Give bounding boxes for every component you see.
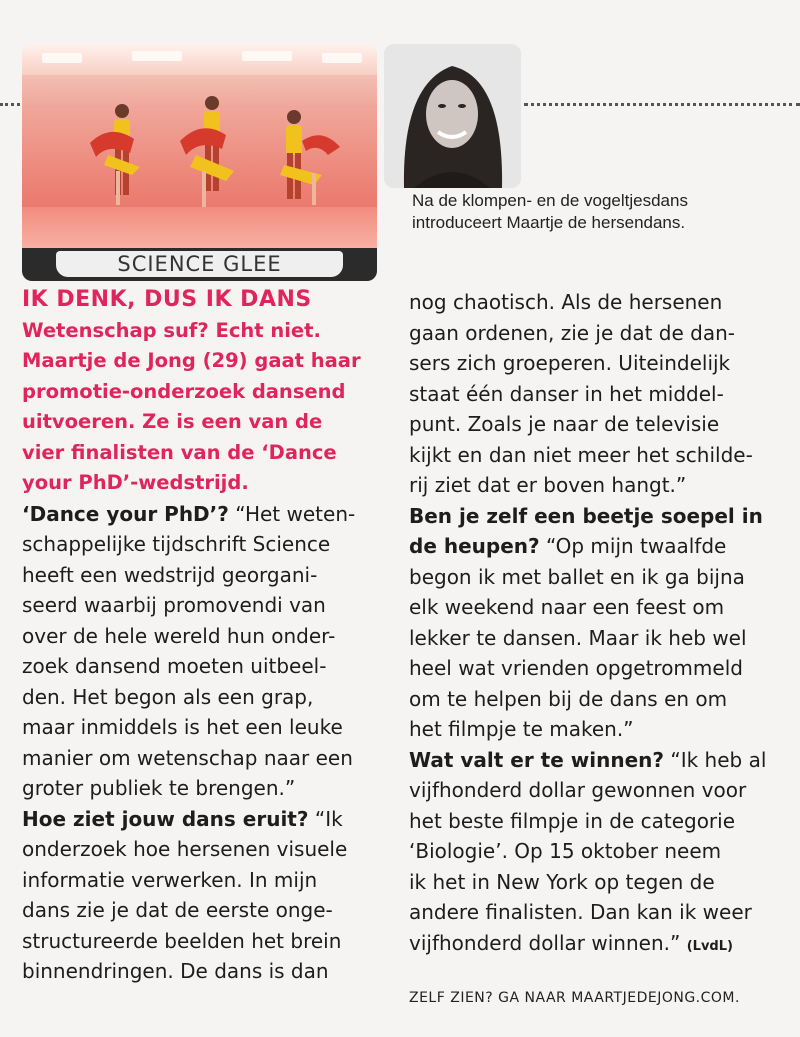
caption-line: introduceert Maartje de hersendans.	[412, 213, 686, 232]
article-column-left	[22, 285, 394, 987]
answer-start: “Ik	[308, 806, 343, 831]
body-line: over de hele wereld hun onder-	[22, 623, 336, 648]
intro-line: uitvoeren. Ze is een van de	[22, 410, 323, 433]
body-line: het beste filmpje in de categorie	[409, 808, 736, 833]
dotted-rule-left	[0, 103, 20, 106]
body-line: den. Het begon als een grap,	[22, 684, 314, 709]
body-line: heel wat vrienden opgetrommeld	[409, 656, 743, 680]
body-line: vijfhonderd dollar gewonnen voor	[409, 778, 747, 802]
portrait-photo	[384, 44, 521, 188]
question-line	[409, 531, 781, 562]
photo-caption	[412, 190, 772, 234]
body-line	[409, 928, 781, 963]
headline: IK DENK, DUS IK DANS	[22, 287, 312, 312]
body-line: ik het in New York op tegen de	[409, 869, 715, 894]
body-line: gaan ordenen, zie je dat de dan-	[409, 320, 736, 345]
body-line: structureerde beelden het brein	[22, 928, 342, 953]
article-column-right	[409, 287, 781, 962]
dotted-rule-right	[524, 103, 800, 106]
body-line: binnendringen. De dans is dan	[22, 959, 329, 983]
intro-line: Wetenschap suf? Echt niet.	[22, 318, 321, 342]
closing-text: vijfhonderd dollar winnen.”	[409, 930, 681, 955]
body-line: staat één danser in het middel-	[409, 381, 724, 406]
question-line	[409, 745, 781, 776]
body-line: het filmpje te maken.”	[409, 717, 634, 741]
dance-photo	[22, 43, 377, 255]
question-line	[22, 499, 394, 530]
body-line: andere finalisten. Dan kan ik weer	[409, 900, 752, 924]
answer-start: “Op mijn twaalfde	[539, 534, 727, 558]
caption-line: Na de klompen- en de vogeltjesdans	[412, 191, 688, 210]
question: ‘Dance your PhD’?	[22, 501, 229, 526]
author-tag: (LvdL)	[686, 938, 733, 954]
body-line: om te helpen bij de dans en om	[409, 686, 728, 711]
body-line: maar inmiddels is het een leuke	[22, 715, 343, 739]
body-line: lekker te dansen. Maar ik heb wel	[409, 625, 747, 650]
body-line: groter publiek te brengen.”	[22, 776, 296, 800]
body-line: heeft een wedstrijd georgani-	[22, 562, 318, 587]
intro-line: Maartje de Jong (29) gaat haar	[22, 349, 361, 372]
question: de heupen?	[409, 534, 540, 558]
body-line: sers zich groeperen. Uiteindelijk	[409, 351, 731, 375]
section-banner	[22, 248, 377, 281]
body-line: begon ik met ballet en ik ga bijna	[409, 564, 745, 589]
body-line: rij ziet dat er boven hangt.”	[409, 473, 687, 497]
body-line: ‘Biologie’. Op 15 oktober neem	[409, 839, 722, 863]
question: Ben je zelf een beetje soepel in	[409, 503, 763, 528]
body-line: nog chaotisch. Als de hersenen	[409, 290, 723, 314]
body-line: punt. Zoals je naar de televisie	[409, 412, 720, 436]
question-line	[22, 804, 394, 835]
section-banner-label: SCIENCE GLEE	[56, 251, 343, 277]
body-line: zoek dansend moeten uitbeel-	[22, 654, 327, 678]
intro-line: vier finalisten van de ‘Dance	[22, 440, 337, 464]
footer-link-text: ZELF ZIEN? GA NAAR MAARTJEDEJONG.COM.	[409, 990, 740, 1006]
body-line: onderzoek hoe hersenen visuele	[22, 837, 348, 861]
body-line: elk weekend naar een feest om	[409, 595, 725, 619]
question: Hoe ziet jouw dans eruit?	[22, 806, 309, 831]
body-line: dans zie je dat de eerste onge-	[22, 898, 333, 922]
body-line: schappelijke tijdschrift Science	[22, 532, 331, 556]
question: Wat valt er te winnen?	[409, 747, 664, 772]
intro-line: your PhD’-wedstrijd.	[22, 471, 249, 494]
answer-start: “Ik heb al	[663, 747, 767, 772]
intro-line: promotie-onderzoek dansend	[22, 379, 346, 403]
body-line: kijkt en dan niet meer het schilde-	[409, 442, 753, 467]
answer-start: “Het weten-	[228, 501, 356, 526]
body-line: seerd waarbij promovendi van	[22, 593, 326, 617]
body-line: manier om wetenschap naar een	[22, 745, 353, 770]
body-line: informatie verwerken. In mijn	[22, 867, 318, 892]
